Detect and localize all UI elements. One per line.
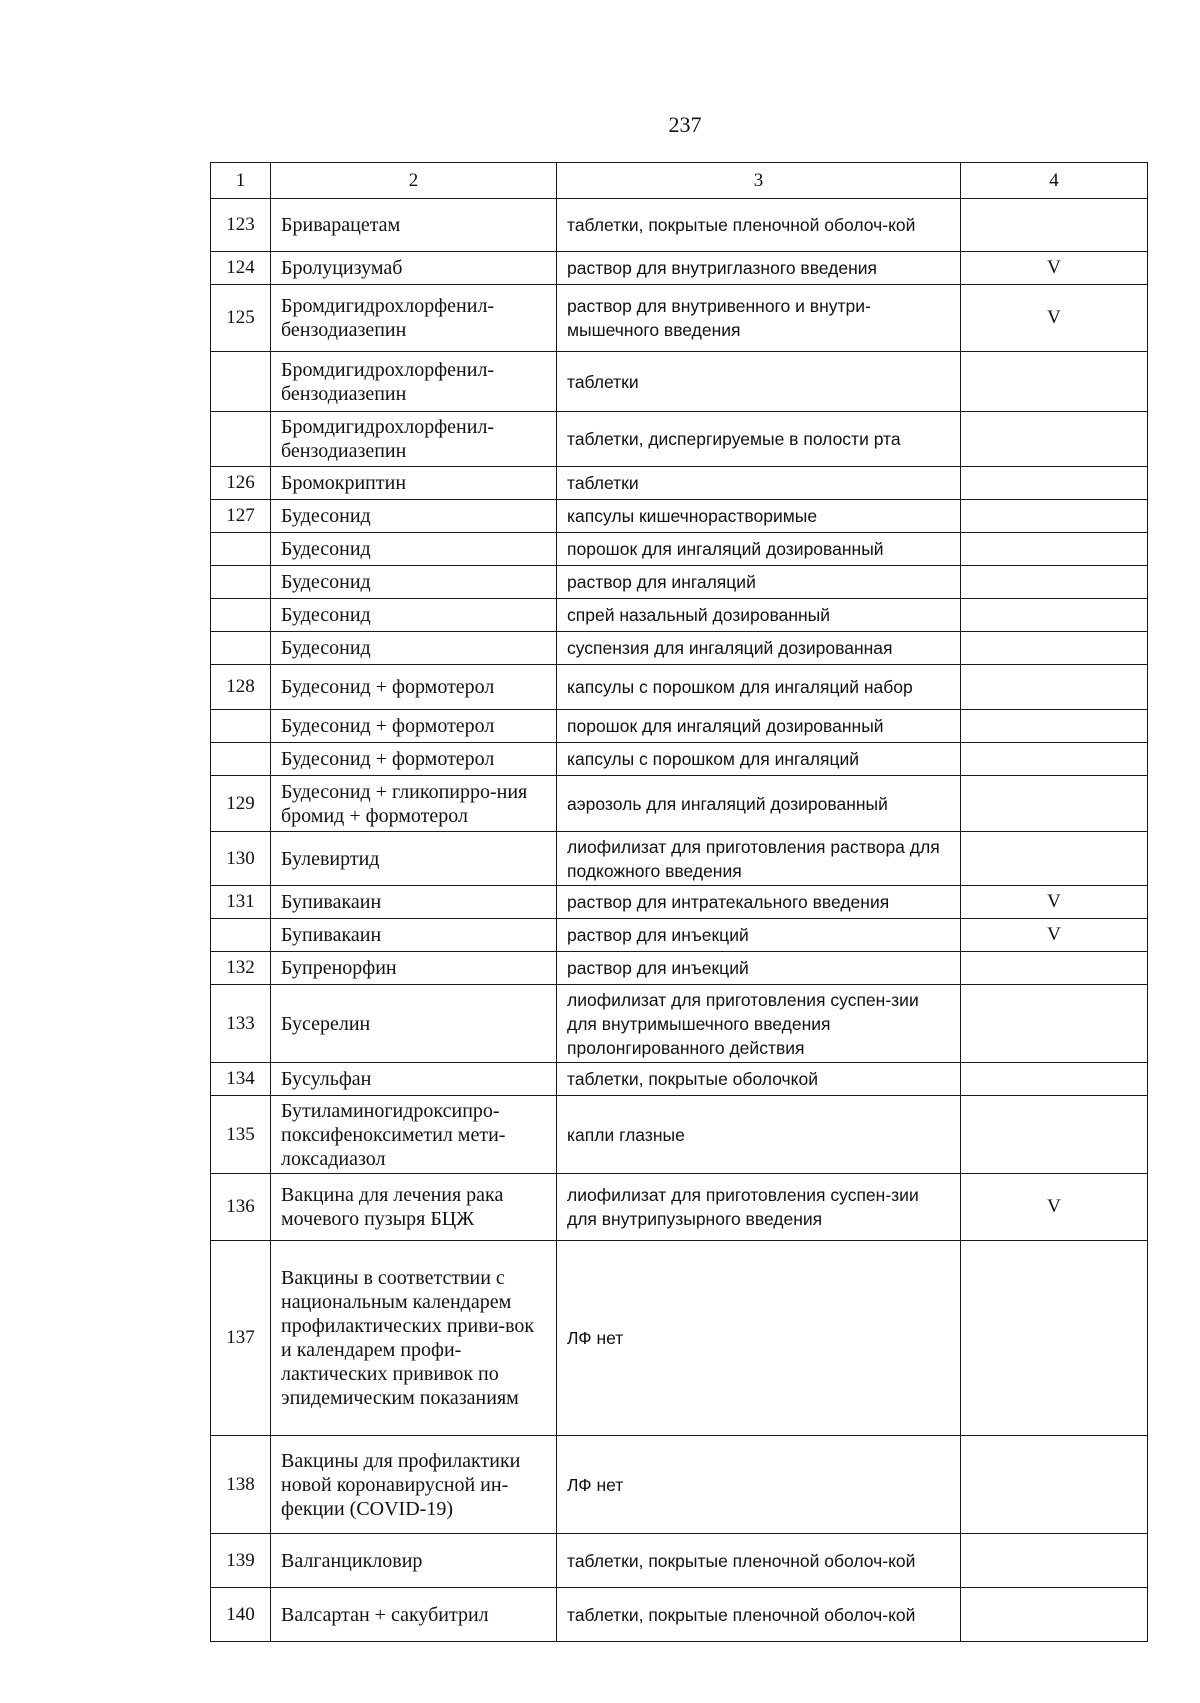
row-number xyxy=(211,566,271,599)
row-number xyxy=(211,533,271,566)
table-row xyxy=(211,1436,1148,1534)
vital-mark xyxy=(961,566,1148,599)
vital-mark xyxy=(961,599,1148,632)
table-row xyxy=(211,1534,1148,1588)
drug-name: Бусульфан xyxy=(271,1063,557,1096)
table-row xyxy=(211,710,1148,743)
drug-name: Бусерелин xyxy=(271,985,557,1063)
row-number: 137 xyxy=(211,1241,271,1436)
drug-name: Будесонид xyxy=(271,599,557,632)
vital-mark xyxy=(961,1241,1148,1436)
table-row xyxy=(211,1174,1148,1241)
drug-name: Валганцикловир xyxy=(271,1534,557,1588)
header-cell-1: 1 xyxy=(211,163,271,199)
dosage-form: таблетки xyxy=(557,352,961,412)
drug-name: Бупренорфин xyxy=(271,952,557,985)
drug-name: Бутиламиногидроксипро-поксифеноксиметил мети-локсадиазол xyxy=(271,1096,557,1174)
dosage-form: лиофилизат для приготовления раствора для подкожного введения xyxy=(557,832,961,886)
table-row xyxy=(211,252,1148,285)
drug-name: Булевиртид xyxy=(271,832,557,886)
drug-name: Бромокриптин xyxy=(271,467,557,500)
row-number: 140 xyxy=(211,1588,271,1642)
vital-mark xyxy=(961,1588,1148,1642)
row-number: 128 xyxy=(211,665,271,710)
vital-mark xyxy=(961,665,1148,710)
vital-mark xyxy=(961,710,1148,743)
vital-mark xyxy=(961,632,1148,665)
vital-mark xyxy=(961,743,1148,776)
dosage-form: раствор для ингаляций xyxy=(557,566,961,599)
drug-name: Вакцины в соответствии с национальным календарем профилактических приви-вок и календарем профи-лактических прививок по эпидемическим показаниям xyxy=(271,1241,557,1436)
dosage-form: ЛФ нет xyxy=(557,1436,961,1534)
vital-mark xyxy=(961,1436,1148,1534)
header-row xyxy=(211,163,1148,199)
table-row xyxy=(211,500,1148,533)
drug-name: Бромдигидрохлорфенил-бензодиазепин xyxy=(271,352,557,412)
dosage-form: таблетки, покрытые оболочкой xyxy=(557,1063,961,1096)
drug-name: Будесонид + формотерол xyxy=(271,743,557,776)
drug-name: Будесонид + гликопирро-ния бромид + формотерол xyxy=(271,776,557,832)
row-number: 129 xyxy=(211,776,271,832)
drug-name: Будесонид + формотерол xyxy=(271,710,557,743)
drug-name: Бролуцизумаб xyxy=(271,252,557,285)
vital-mark xyxy=(961,412,1148,467)
dosage-form: таблетки, покрытые пленочной оболоч-кой xyxy=(557,199,961,252)
header-cell-4: 4 xyxy=(961,163,1148,199)
row-number: 123 xyxy=(211,199,271,252)
row-number: 132 xyxy=(211,952,271,985)
table-row xyxy=(211,352,1148,412)
row-number xyxy=(211,743,271,776)
row-number: 124 xyxy=(211,252,271,285)
dosage-form: раствор для интратекального введения xyxy=(557,886,961,919)
vital-mark xyxy=(961,533,1148,566)
vital-mark xyxy=(961,832,1148,886)
dosage-form: лиофилизат для приготовления суспен-зии для внутрипузырного введения xyxy=(557,1174,961,1241)
drug-name: Бриварацетам xyxy=(271,199,557,252)
row-number: 131 xyxy=(211,886,271,919)
table-row xyxy=(211,952,1148,985)
vital-mark xyxy=(961,199,1148,252)
table-row xyxy=(211,776,1148,832)
drug-name: Будесонид xyxy=(271,500,557,533)
row-number: 139 xyxy=(211,1534,271,1588)
page-number: 237 xyxy=(668,112,702,137)
vital-mark xyxy=(961,1096,1148,1174)
row-number: 126 xyxy=(211,467,271,500)
row-number xyxy=(211,599,271,632)
dosage-form: таблетки xyxy=(557,467,961,500)
row-number: 133 xyxy=(211,985,271,1063)
row-number: 136 xyxy=(211,1174,271,1241)
dosage-form: капсулы с порошком для ингаляций xyxy=(557,743,961,776)
table-row xyxy=(211,832,1148,886)
drug-name: Будесонид xyxy=(271,566,557,599)
table-row xyxy=(211,886,1148,919)
dosage-form: таблетки, покрытые пленочной оболоч-кой xyxy=(557,1588,961,1642)
row-number xyxy=(211,710,271,743)
table-row xyxy=(211,599,1148,632)
row-number xyxy=(211,632,271,665)
dosage-form: суспензия для ингаляций дозированная xyxy=(557,632,961,665)
table-row xyxy=(211,467,1148,500)
table-row xyxy=(211,1096,1148,1174)
drug-name: Будесонид xyxy=(271,533,557,566)
dosage-form: раствор для инъекций xyxy=(557,919,961,952)
dosage-form: порошок для ингаляций дозированный xyxy=(557,533,961,566)
drug-name: Вакцина для лечения рака мочевого пузыря БЦЖ xyxy=(271,1174,557,1241)
drug-name: Бромдигидрохлорфенил-бензодиазепин xyxy=(271,412,557,467)
row-number xyxy=(211,412,271,467)
dosage-form: капли глазные xyxy=(557,1096,961,1174)
dosage-form: капсулы кишечнорастворимые xyxy=(557,500,961,533)
table-row xyxy=(211,285,1148,352)
vital-mark: V xyxy=(961,285,1148,352)
dosage-form: таблетки, покрытые пленочной оболоч-кой xyxy=(557,1534,961,1588)
dosage-form: ЛФ нет xyxy=(557,1241,961,1436)
dosage-form: раствор для внутривенного и внутри-мышечного введения xyxy=(557,285,961,352)
row-number: 135 xyxy=(211,1096,271,1174)
drug-name: Вакцины для профилактики новой коронавирусной ин-фекции (COVID-19) xyxy=(271,1436,557,1534)
table-row xyxy=(211,919,1148,952)
dosage-form: спрей назальный дозированный xyxy=(557,599,961,632)
vital-mark: V xyxy=(961,919,1148,952)
row-number: 125 xyxy=(211,285,271,352)
vital-mark: V xyxy=(961,1174,1148,1241)
drug-name: Бромдигидрохлорфенил-бензодиазепин xyxy=(271,285,557,352)
vital-mark xyxy=(961,985,1148,1063)
table-row xyxy=(211,665,1148,710)
vital-mark xyxy=(961,500,1148,533)
vital-mark xyxy=(961,1063,1148,1096)
header-cell-3: 3 xyxy=(557,163,961,199)
vital-mark xyxy=(961,952,1148,985)
drug-name: Валсартан + сакубитрил xyxy=(271,1588,557,1642)
table-row xyxy=(211,412,1148,467)
table-row xyxy=(211,985,1148,1063)
row-number: 138 xyxy=(211,1436,271,1534)
dosage-form: раствор для внутриглазного введения xyxy=(557,252,961,285)
table-row xyxy=(211,743,1148,776)
row-number: 130 xyxy=(211,832,271,886)
drug-name: Будесонид xyxy=(271,632,557,665)
vital-mark xyxy=(961,776,1148,832)
table-body xyxy=(211,163,1148,1642)
table-row xyxy=(211,566,1148,599)
medicine-table xyxy=(210,162,1148,1642)
table-row xyxy=(211,533,1148,566)
table-row xyxy=(211,199,1148,252)
dosage-form: порошок для ингаляций дозированный xyxy=(557,710,961,743)
row-number: 127 xyxy=(211,500,271,533)
table-row xyxy=(211,1241,1148,1436)
vital-mark xyxy=(961,1534,1148,1588)
row-number xyxy=(211,919,271,952)
row-number: 134 xyxy=(211,1063,271,1096)
vital-mark: V xyxy=(961,886,1148,919)
table-row xyxy=(211,632,1148,665)
dosage-form: лиофилизат для приготовления суспен-зии для внутримышечного введения пролонгированного действия xyxy=(557,985,961,1063)
drug-name: Бупивакаин xyxy=(271,919,557,952)
drug-name: Бупивакаин xyxy=(271,886,557,919)
row-number xyxy=(211,352,271,412)
table-row xyxy=(211,1063,1148,1096)
header-cell-2: 2 xyxy=(271,163,557,199)
drug-name: Будесонид + формотерол xyxy=(271,665,557,710)
vital-mark xyxy=(961,467,1148,500)
vital-mark: V xyxy=(961,252,1148,285)
dosage-form: капсулы с порошком для ингаляций набор xyxy=(557,665,961,710)
dosage-form: раствор для инъекций xyxy=(557,952,961,985)
vital-mark xyxy=(961,352,1148,412)
dosage-form: таблетки, диспергируемые в полости рта xyxy=(557,412,961,467)
dosage-form: аэрозоль для ингаляций дозированный xyxy=(557,776,961,832)
table-row xyxy=(211,1588,1148,1642)
